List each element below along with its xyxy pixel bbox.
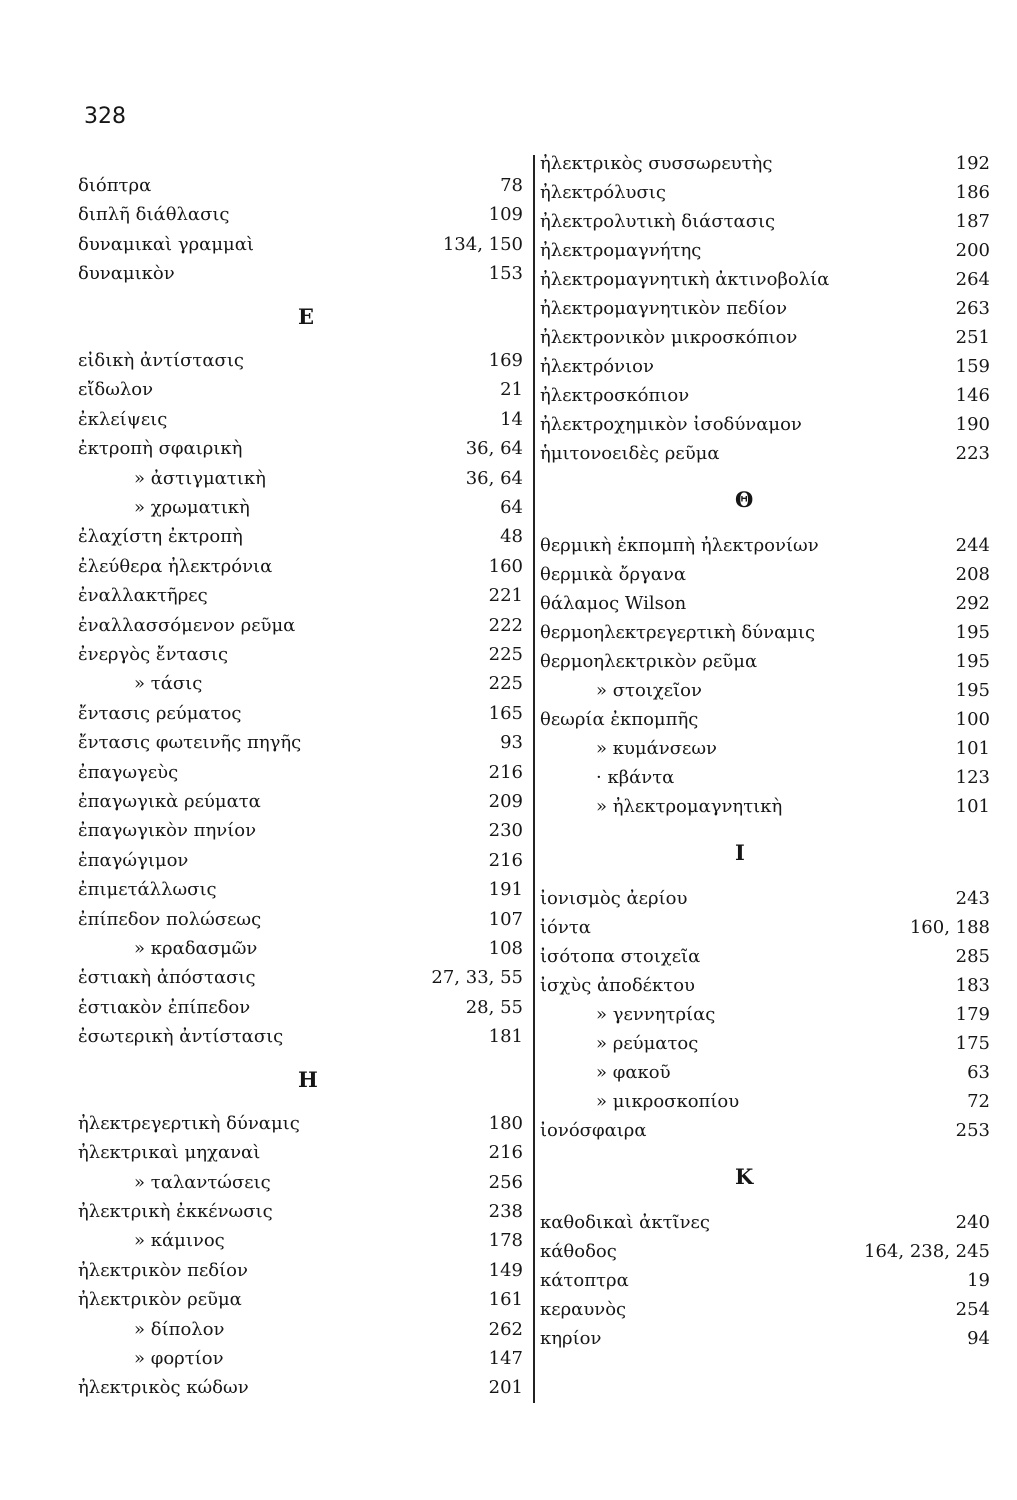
index-entry: [78, 260, 523, 288]
index-pages: 191: [488, 879, 523, 901]
index-entry: [78, 1316, 523, 1344]
index-pages: 164, 238, 245: [864, 1241, 990, 1263]
index-pages: 208: [955, 564, 990, 586]
index-entry: [78, 376, 523, 404]
index-term: καθοδικαὶ ἀκτῖνες: [540, 1212, 710, 1234]
index-pages: 153: [488, 263, 523, 285]
index-pages: 187: [955, 211, 990, 232]
index-term: κάτοπτρα: [540, 1270, 629, 1292]
section-letter: Κ: [735, 1164, 754, 1190]
index-pages: 107: [488, 908, 523, 930]
index-entry: [78, 1169, 523, 1197]
index-pages: 147: [488, 1348, 523, 1369]
index-term: » κραδασμῶν: [134, 937, 258, 959]
index-term: » γεννητρίας: [596, 1004, 716, 1026]
index-pages: 36, 64: [465, 438, 523, 460]
index-entry: [78, 906, 523, 934]
index-pages: 263: [955, 298, 990, 319]
index-pages: 19: [967, 1270, 990, 1292]
index-term: ἠλεκτρονικὸν μικροσκόπιον: [540, 327, 798, 348]
index-pages: 262: [488, 1318, 523, 1340]
index-entry: [78, 788, 523, 816]
index-entry: [540, 885, 990, 913]
index-entry: [540, 266, 990, 294]
index-pages: 221: [488, 585, 523, 607]
index-pages: 180: [488, 1112, 523, 1134]
index-pages: 178: [488, 1230, 523, 1252]
index-entry: [540, 943, 990, 971]
index-entry: [540, 648, 990, 676]
index-term: » φορτίον: [134, 1348, 224, 1369]
index-pages: 240: [955, 1212, 990, 1234]
index-pages: 28, 55: [465, 996, 523, 1018]
index-entry: [78, 1345, 523, 1373]
index-pages: 101: [955, 796, 990, 818]
index-term: ἰσχὺς ἀποδέκτου: [540, 975, 695, 997]
index-pages: 256: [488, 1171, 523, 1193]
index-entry: [540, 382, 990, 410]
index-entry: [78, 172, 523, 200]
index-entry: [78, 964, 523, 992]
index-entry: [78, 231, 523, 259]
index-pages: 181: [488, 1026, 523, 1048]
index-entry: [540, 440, 990, 468]
index-entry: [78, 1139, 523, 1167]
index-term: ἐναλλασσόμενον ρεῦμα: [78, 614, 296, 636]
index-pages: 238: [488, 1201, 523, 1222]
index-pages: 64: [500, 496, 523, 518]
index-pages: 93: [500, 732, 523, 754]
index-entry: [78, 435, 523, 463]
index-term: ἐκτροπὴ σφαιρικὴ: [78, 438, 243, 460]
index-term: ἐναλλακτῆρες: [78, 585, 208, 607]
index-pages: 72: [967, 1091, 990, 1113]
index-pages: 27, 33, 55: [431, 967, 523, 989]
index-entry: [78, 523, 523, 551]
index-entry: [540, 411, 990, 439]
index-term: » ρεύματος: [596, 1033, 699, 1055]
index-entry: [78, 847, 523, 875]
index-entry: [78, 494, 523, 522]
index-term: ἐπίπεδον πολώσεως: [78, 908, 262, 930]
index-entry: [78, 729, 523, 757]
index-entry: [78, 1257, 523, 1285]
index-pages: 186: [955, 182, 990, 203]
index-term: ἠλεκτροχημικὸν ἰσοδύναμον: [540, 414, 802, 435]
index-pages: 36, 64: [465, 467, 523, 489]
index-pages: 222: [488, 614, 523, 636]
index-entry: [540, 1267, 990, 1295]
index-term: κεραυνὸς: [540, 1299, 627, 1321]
index-pages: 94: [967, 1328, 990, 1350]
index-term: ἐπαγωγεὺς: [78, 761, 179, 783]
index-pages: 230: [488, 820, 523, 842]
index-entry: [78, 935, 523, 963]
index-term: δυναμικὸν: [78, 263, 175, 285]
index-term: ἠλεκτρομαγνήτης: [540, 240, 702, 261]
index-term: κάθοδος: [540, 1241, 617, 1263]
index-term: ἰσότοπα στοιχεῖα: [540, 946, 701, 968]
index-term: » ἀστιγματικὴ: [134, 467, 266, 489]
index-pages: 200: [955, 240, 990, 261]
index-entry: [540, 179, 990, 207]
index-entry: [78, 700, 523, 728]
index-term: κηρίον: [540, 1328, 602, 1350]
index-entry: [78, 612, 523, 640]
index-pages: 243: [955, 888, 990, 910]
index-term: ἠλεκτρολυτικὴ διάστασις: [540, 211, 776, 232]
index-entry: [78, 1227, 523, 1255]
index-pages: 160: [488, 555, 523, 577]
index-entry: [540, 914, 990, 942]
index-pages: 21: [500, 379, 523, 401]
index-pages: 225: [488, 643, 523, 665]
index-entry: [540, 1001, 990, 1029]
index-term: ἐλεύθερα ἠλεκτρόνια: [78, 555, 273, 577]
index-pages: 14: [500, 408, 523, 430]
section-letter: Θ: [735, 487, 754, 512]
index-entry: [540, 324, 990, 352]
index-pages: 192: [955, 153, 990, 174]
index-pages: 292: [955, 593, 990, 615]
index-term: » κάμινος: [134, 1230, 225, 1252]
index-entry: [78, 347, 523, 375]
index-term: θερμοηλεκτρεγερτικὴ δύναμις: [540, 622, 816, 644]
index-term: δυναμικαὶ γραμμαὶ: [78, 233, 254, 255]
index-term: ἰόντα: [540, 917, 591, 939]
index-entry: [540, 1296, 990, 1324]
index-pages: 123: [955, 767, 990, 789]
index-pages: 244: [955, 535, 990, 557]
index-pages: 179: [955, 1004, 990, 1026]
index-pages: 63: [967, 1062, 990, 1084]
index-entry: [540, 972, 990, 1000]
index-entry: [78, 201, 523, 229]
index-pages: 251: [955, 327, 990, 348]
section-letter: Ε: [298, 303, 315, 329]
index-term: ἠλεκτρόνιον: [540, 356, 654, 377]
index-term: θερμικὰ ὄργανα: [540, 564, 687, 586]
index-term: · κβάντα: [596, 767, 675, 789]
index-pages: 149: [488, 1259, 523, 1281]
index-term: ἐκλείψεις: [78, 408, 168, 430]
index-entry: [540, 793, 990, 821]
index-term: ἑστιακὸν ἐπίπεδον: [78, 996, 251, 1018]
index-pages: 190: [955, 414, 990, 435]
index-entry: [540, 764, 990, 792]
index-pages: 195: [955, 651, 990, 673]
index-entry: [540, 1117, 990, 1145]
index-pages: 159: [955, 356, 990, 377]
section-letter: Η: [298, 1066, 318, 1092]
index-pages: 216: [488, 1142, 523, 1164]
index-term: ἠλεκτρεγερτικὴ δύναμις: [78, 1112, 300, 1134]
index-term: ἠλεκτρικὸν πεδίον: [78, 1259, 248, 1281]
index-term: ἐπαγωγικὸν πηνίον: [78, 820, 257, 842]
index-term: εἴδωλον: [78, 379, 154, 401]
index-entry: [540, 295, 990, 323]
index-entry: [78, 817, 523, 845]
index-term: εἰδικὴ ἀντίστασις: [78, 349, 244, 371]
index-term: » στοιχεῖον: [596, 680, 702, 702]
index-pages: 254: [955, 1299, 990, 1321]
index-pages: 175: [955, 1033, 990, 1055]
index-pages: 216: [488, 849, 523, 871]
index-entry: [540, 735, 990, 763]
index-term: » δίπολον: [134, 1318, 225, 1340]
index-term: ἠλεκτρικὴ ἐκκένωσις: [78, 1201, 273, 1222]
index-term: ἐλαχίστη ἐκτροπὴ: [78, 526, 243, 548]
index-pages: 285: [955, 946, 990, 968]
index-entry: [540, 1030, 990, 1058]
index-pages: 165: [488, 702, 523, 724]
index-pages: 100: [955, 709, 990, 731]
index-pages: 101: [955, 738, 990, 760]
index-entry: [78, 759, 523, 787]
index-term: θερμοηλεκτρικὸν ρεῦμα: [540, 651, 758, 673]
index-pages: 169: [488, 349, 523, 371]
index-pages: 201: [488, 1377, 523, 1399]
index-entry: [78, 1198, 523, 1226]
index-entry: [78, 553, 523, 581]
index-term: ἐπιμετάλλωσις: [78, 879, 217, 901]
index-entry: [540, 208, 990, 236]
index-term: » τάσις: [134, 673, 203, 695]
index-entry: [540, 1088, 990, 1116]
index-term: διπλῆ διάθλασις: [78, 204, 230, 226]
index-term: ἰονισμὸς ἀερίου: [540, 888, 688, 910]
index-term: ἠλεκτρικὸν ρεῦμα: [78, 1289, 242, 1311]
index-term: ἰονόσφαιρα: [540, 1120, 647, 1142]
index-term: » ταλαντώσεις: [134, 1171, 271, 1193]
index-pages: 109: [488, 204, 523, 226]
index-term: ἠλεκτρικὸς συσσωρευτὴς: [540, 153, 773, 174]
index-term: ἐπαγώγιμον: [78, 849, 189, 871]
index-pages: 264: [955, 269, 990, 290]
index-entry: [540, 1059, 990, 1087]
index-entry: [540, 150, 990, 178]
index-pages: 134, 150: [442, 233, 523, 255]
index-entry: [78, 670, 523, 698]
index-term: ἠλεκτρικὸς κώδων: [78, 1377, 249, 1399]
section-letter: Ι: [735, 840, 745, 866]
index-term: » χρωματικὴ: [134, 496, 250, 518]
index-term: ἠλεκτροσκόπιον: [540, 385, 690, 406]
index-pages: 216: [488, 761, 523, 783]
index-term: » μικροσκοπίου: [596, 1091, 740, 1113]
index-pages: 161: [488, 1289, 523, 1311]
page-number: 328: [84, 104, 126, 129]
index-pages: 223: [955, 443, 990, 464]
index-pages: 78: [500, 175, 523, 196]
index-term: θεωρία ἐκπομπῆς: [540, 709, 699, 731]
index-term: ἐνεργὸς ἔντασις: [78, 643, 229, 665]
index-pages: 195: [955, 680, 990, 702]
index-term: ἠλεκτρικαὶ μηχαναὶ: [78, 1142, 261, 1164]
index-entry: [540, 590, 990, 618]
index-pages: 108: [488, 937, 523, 959]
index-term: θερμικὴ ἐκπομπὴ ἠλεκτρονίων: [540, 535, 819, 557]
index-pages: 48: [500, 526, 523, 548]
column-divider: [533, 155, 535, 1403]
index-term: διόπτρα: [78, 175, 152, 196]
index-entry: [540, 1325, 990, 1353]
index-entry: [540, 1238, 990, 1266]
index-term: » κυμάνσεων: [596, 738, 717, 760]
index-term: ἑστιακὴ ἀπόστασις: [78, 967, 256, 989]
index-pages: 195: [955, 622, 990, 644]
index-term: ἐσωτερικὴ ἀντίστασις: [78, 1026, 284, 1048]
index-term: ἠλεκτρομαγνητικὴ ἀκτινοβολία: [540, 269, 830, 290]
index-term: θάλαμος Wilson: [540, 593, 687, 615]
index-entry: [78, 1286, 523, 1314]
index-term: ἠλεκτρομαγνητικὸν πεδίον: [540, 298, 788, 319]
index-pages: 146: [955, 385, 990, 406]
index-entry: [78, 406, 523, 434]
index-entry: [78, 1374, 523, 1402]
index-term: ἡμιτονοειδὲς ρεῦμα: [540, 443, 720, 464]
index-entry: [540, 237, 990, 265]
index-entry: [78, 1023, 523, 1051]
index-pages: 183: [955, 975, 990, 997]
index-pages: 160, 188: [909, 917, 990, 939]
index-term: » ἠλεκτρομαγνητικὴ: [596, 796, 783, 818]
index-entry: [540, 619, 990, 647]
index-term: ἔντασις φωτεινῆς πηγῆς: [78, 732, 302, 754]
index-entry: [78, 641, 523, 669]
index-entry: [78, 582, 523, 610]
index-pages: 209: [488, 790, 523, 812]
index-entry: [540, 677, 990, 705]
index-entry: [540, 532, 990, 560]
index-entry: [78, 994, 523, 1022]
index-term: ἐπαγωγικὰ ρεύματα: [78, 790, 261, 812]
index-term: ἠλεκτρόλυσις: [540, 182, 666, 203]
index-entry: [540, 706, 990, 734]
index-entry: [78, 1110, 523, 1138]
index-entry: [540, 561, 990, 589]
index-entry: [78, 465, 523, 493]
index-entry: [540, 1209, 990, 1237]
index-pages: 253: [955, 1120, 990, 1142]
index-pages: 225: [488, 673, 523, 695]
index-entry: [78, 876, 523, 904]
index-entry: [540, 353, 990, 381]
index-term: ἔντασις ρεύματος: [78, 702, 242, 724]
index-term: » φακοῦ: [596, 1062, 671, 1084]
